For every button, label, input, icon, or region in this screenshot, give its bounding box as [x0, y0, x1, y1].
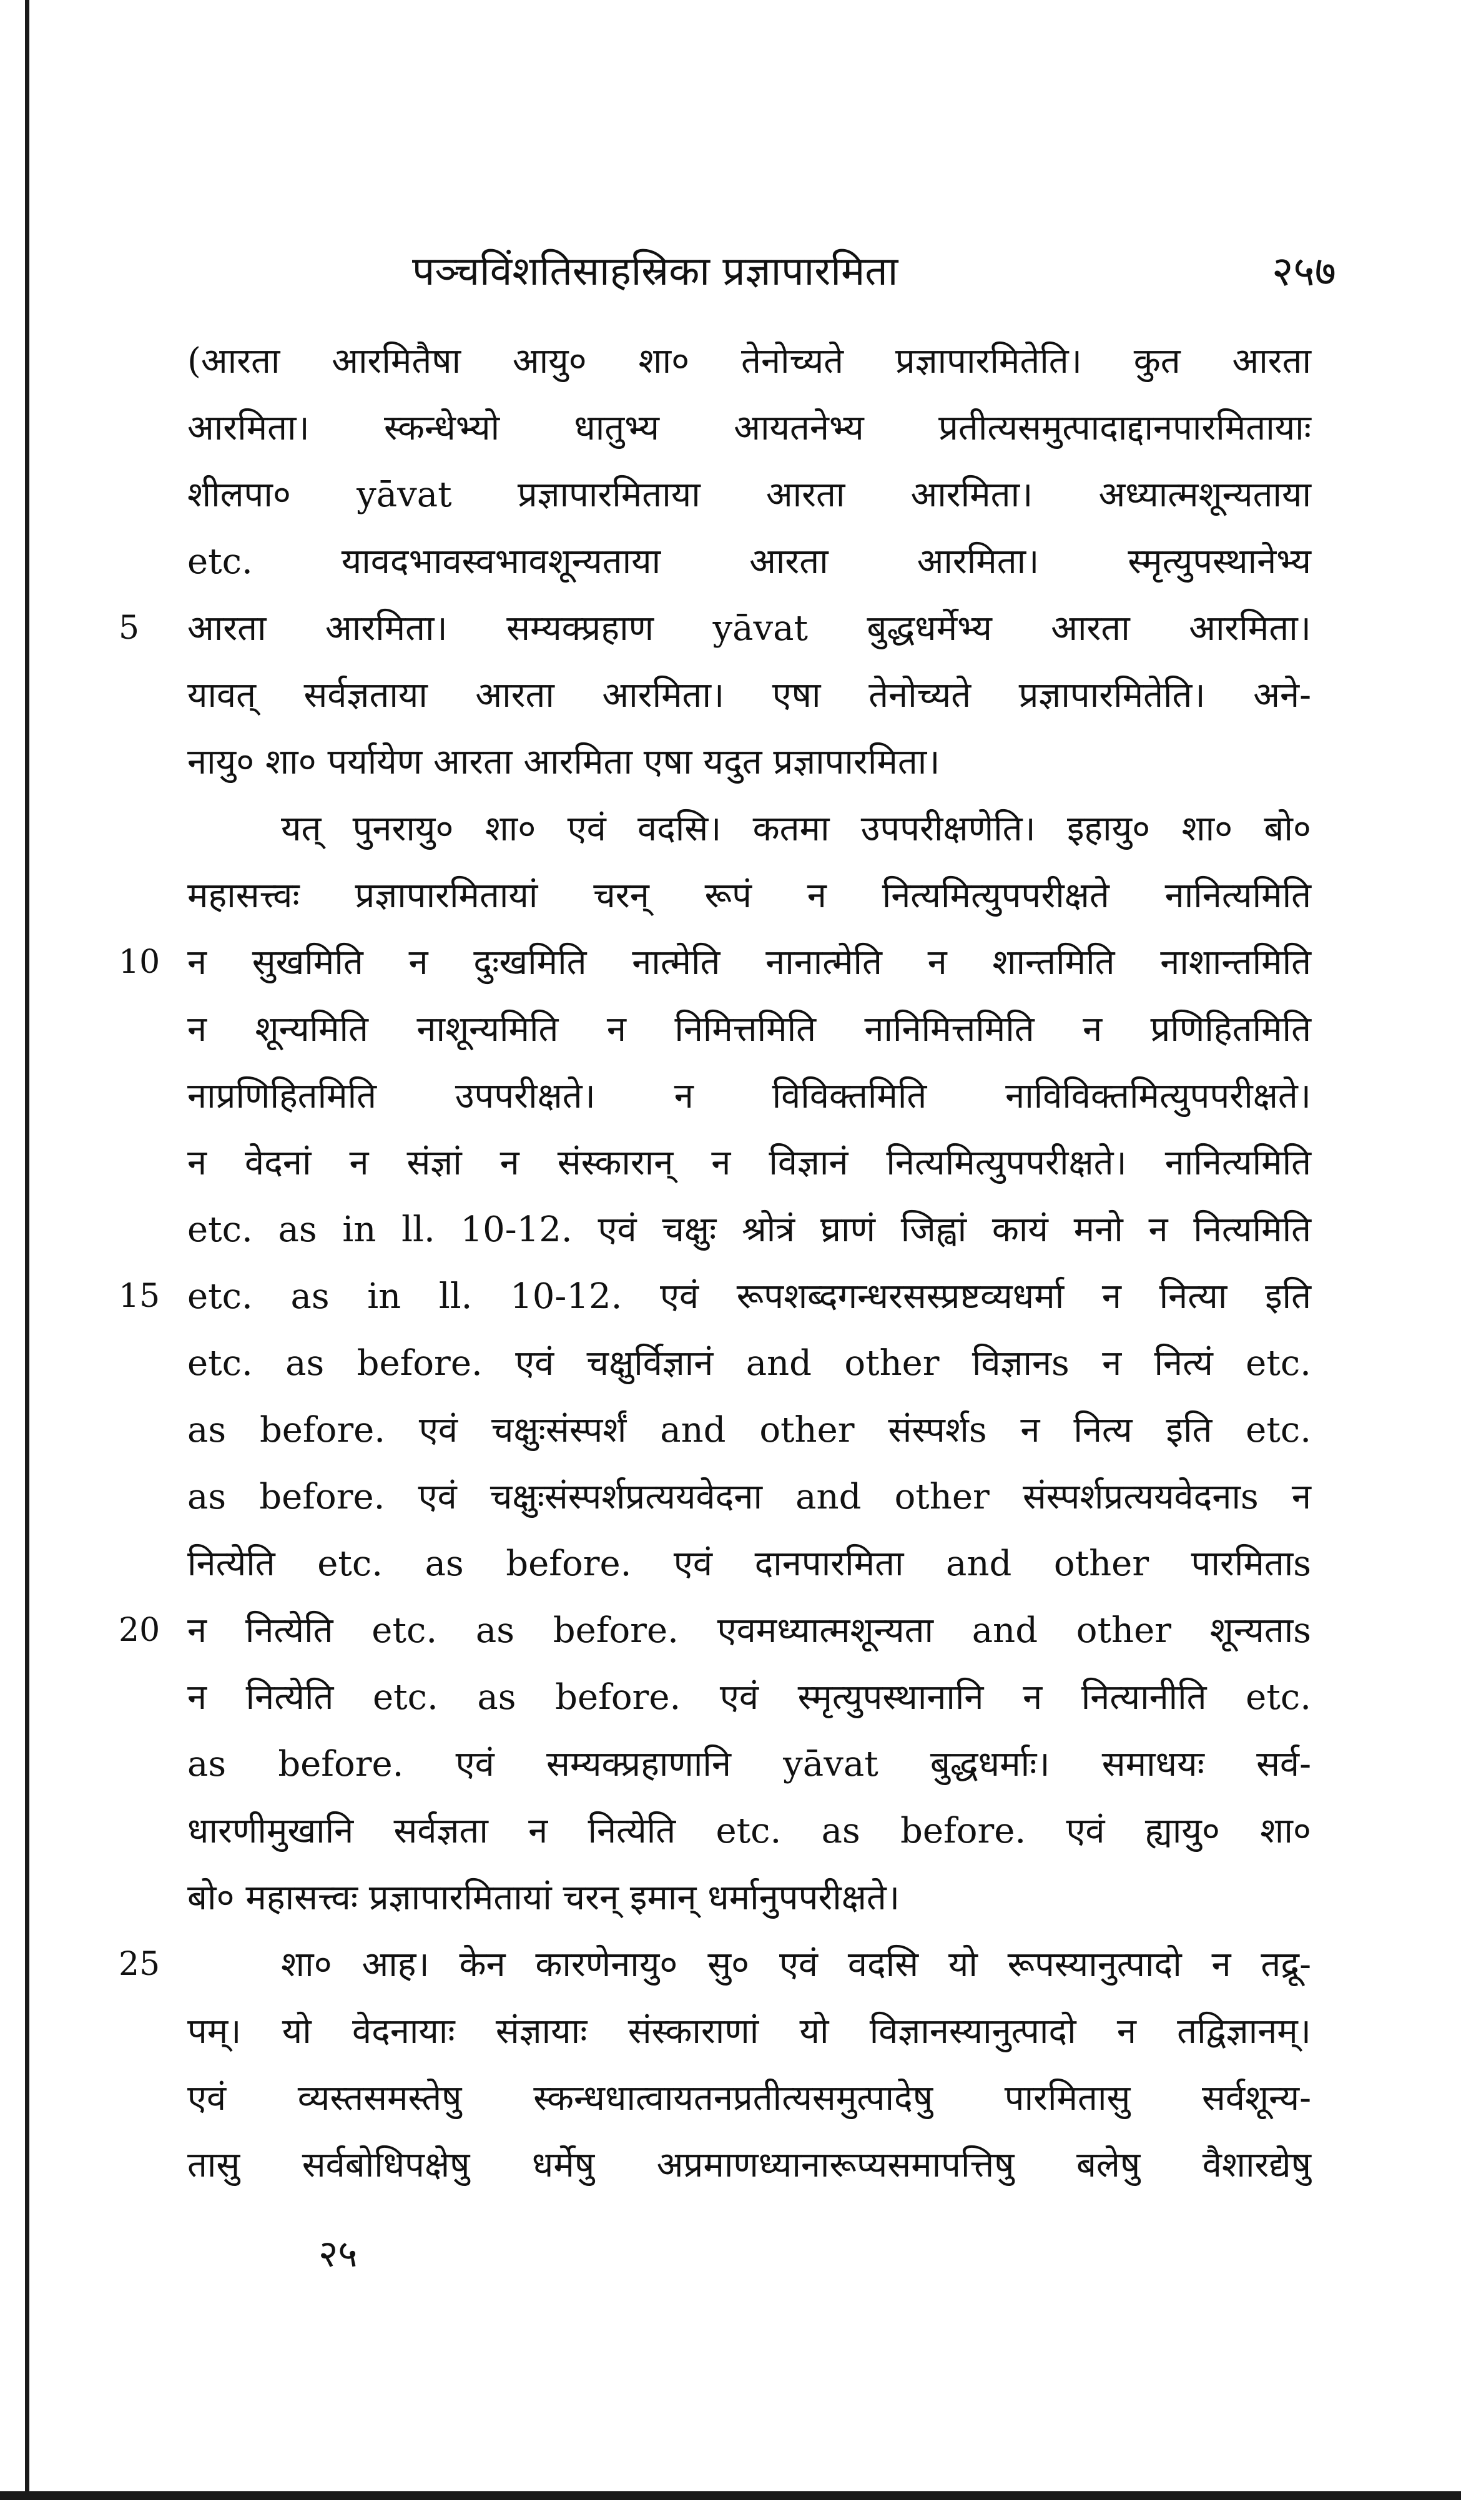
text-line [187, 461, 1311, 528]
line-text: etc. as in ll. 10-12. एवं चक्षुः श्रोत्रं घ्राणं जिह्वां कायं मनो न नित्यमिति [187, 1209, 1311, 1250]
line-text: नाप्रणिहितमिति उपपरीक्षते। न विविक्तमिति नाविविक्तमित्युपपरीक्षते। [187, 1076, 1311, 1116]
text-line [187, 1464, 1311, 1530]
line-text: as before. एवं सम्यक्प्रहाणानि yāvat बुद्धधर्माः। समाधयः सर्व- [187, 1744, 1311, 1784]
body-text [119, 328, 1311, 2198]
line-text: etc. as before. एवं चक्षुर्विज्ञानं and other विज्ञानs न नित्यं etc. [187, 1343, 1311, 1384]
text-line [119, 1931, 1311, 1998]
page-header [0, 237, 1461, 306]
text-line [187, 795, 1311, 862]
line-text: महासत्त्वः प्रज्ञापारमितायां चरन् रूपं न नित्यमित्युपपरीक्षते नानित्यमिति [187, 875, 1311, 916]
signature-mark: २५ [318, 2232, 358, 2276]
line-text: धारणीमुखानि सर्वज्ञता न नित्येति etc. as before. एवं ह्यायु० शा० [187, 1811, 1311, 1851]
line-text: न शून्यमिति नाशून्यमिति न निमित्तमिति नानिमित्तमिति न प्रणिहितमिति [187, 1009, 1311, 1050]
text-line [119, 595, 1311, 662]
text-line [187, 395, 1311, 461]
text-line [187, 1330, 1311, 1397]
line-text: नित्येति etc. as before. एवं दानपारमिता and other पारमिताs [187, 1543, 1311, 1584]
line-text: शा० आह। केन कारणेनायु० सु० एवं वदसि यो रूपस्यानुत्पादो न तद्रू- [281, 1944, 1311, 1985]
text-line [187, 2132, 1311, 2198]
line-text: as before. एवं चक्षुःसंस्पर्शं and other संस्पर्शs न नित्य इति etc. [187, 1410, 1311, 1450]
running-title: पञ्चविंशतिसाहस्रिका प्रज्ञापारमिता [412, 249, 898, 295]
line-text: न नित्येति etc. as before. एवमध्यात्मशून्यता and other शून्यताs [187, 1610, 1311, 1651]
page-number: २५७ [1272, 247, 1336, 295]
text-line [187, 1998, 1311, 2065]
line-text: as before. एवं चक्षुःसंस्पर्शप्रत्ययवेदना and other संस्पर्शप्रत्ययवेदनाs न [187, 1477, 1311, 1517]
text-line [187, 729, 1311, 795]
line-text: न सुखमिति न दुःखमिति नात्मेति नानात्मेति न शान्तमिति नाशान्तमिति [187, 942, 1311, 983]
text-line [187, 328, 1311, 395]
line-text: यावत् सर्वज्ञताया आरता आरमिता। एषा तेनोच्यते प्रज्ञापारमितेति। अने- [187, 675, 1311, 716]
line-text: (आरता आरमितैषा आयु० शा० तेनोच्यते प्रज्ञापारमितेति। कुत आरता [187, 341, 1311, 381]
text-line [187, 996, 1311, 1063]
text-line [119, 1597, 1311, 1664]
line-text: शीलपा० yāvat प्रज्ञापारमिताया आरता आरमिता। अध्यात्मशून्यताया [187, 475, 1311, 515]
text-line [187, 1731, 1311, 1798]
text-line [187, 1530, 1311, 1597]
line-text: आरता आरमिता। सम्यक्प्रहाण yāvat बुद्धधर्मेभ्य आरता आरमिता। [187, 608, 1311, 649]
line-number: 15 [119, 1277, 160, 1315]
bottom-edge-rule [0, 2491, 1461, 2500]
line-number: 25 [119, 1946, 160, 1983]
line-text: etc. as in ll. 10-12. एवं रूपशब्दगन्धरसस्प्रष्टव्यधर्मा न नित्या इति [187, 1276, 1311, 1317]
line-text: न नित्येति etc. as before. एवं स्मृत्युपस्थानानि न नित्यानीति etc. [187, 1677, 1311, 1718]
line-number: 20 [119, 1612, 160, 1649]
line-text: पम्। यो वेदनायाः संज्ञायाः संस्काराणां यो विज्ञानस्यानुत्पादो न तद्विज्ञानम्। [187, 2011, 1311, 2052]
text-line [119, 1263, 1311, 1330]
text-line [187, 1397, 1311, 1464]
line-text: नायु० शा० पर्यायेण आरता आरमिता एषा यदुत प्रज्ञापारमिता। [187, 742, 940, 782]
text-line [187, 662, 1311, 729]
line-text: etc. यावदभावस्वभावशून्यताया आरता आरमिता। स्मृत्युपस्थानेभ्य [187, 541, 1311, 582]
text-line [119, 929, 1311, 996]
text-line [187, 1798, 1311, 1864]
text-line [187, 528, 1311, 595]
text-line [187, 1063, 1311, 1130]
text-line [187, 1664, 1311, 1731]
line-number: 5 [119, 609, 140, 647]
line-text: बो० महासत्त्वः प्रज्ञापारमितायां चरन् इमान् धर्मानुपपरीक्षते। [187, 1878, 900, 1918]
line-number: 10 [119, 943, 160, 981]
line-text: आरमिता। स्कन्धेभ्यो धातुभ्य आयतनेभ्य प्रतीत्यसमुत्पादाद्दानपारमितायाः [187, 408, 1311, 448]
text-line [187, 1196, 1311, 1263]
text-line [187, 862, 1311, 929]
line-text: न वेदनां न संज्ञां न संस्कारान् न विज्ञानं नित्यमित्युपपरीक्षते। नानित्यमिति [187, 1143, 1311, 1183]
text-line [187, 1130, 1311, 1196]
text-line [187, 1864, 1311, 1931]
line-text: यत् पुनरायु० शा० एवं वदसि। कतमा उपपरीक्षणेति। इहायु० शा० बो० [281, 809, 1311, 849]
line-text: एवं व्यस्तसमस्तेषु स्कन्धधात्वायतनप्रतीत्यसमुत्पादेषु पारमितासु सर्वशून्य- [187, 2078, 1311, 2119]
line-text: तासु सर्वबोधिपक्षेषु धर्मेषु अप्रमाणध्यानारूप्यसमापत्तिषु बलेषु वैशारद्येषु [187, 2145, 1311, 2185]
text-line [187, 2065, 1311, 2132]
left-margin-rule [25, 0, 29, 2491]
